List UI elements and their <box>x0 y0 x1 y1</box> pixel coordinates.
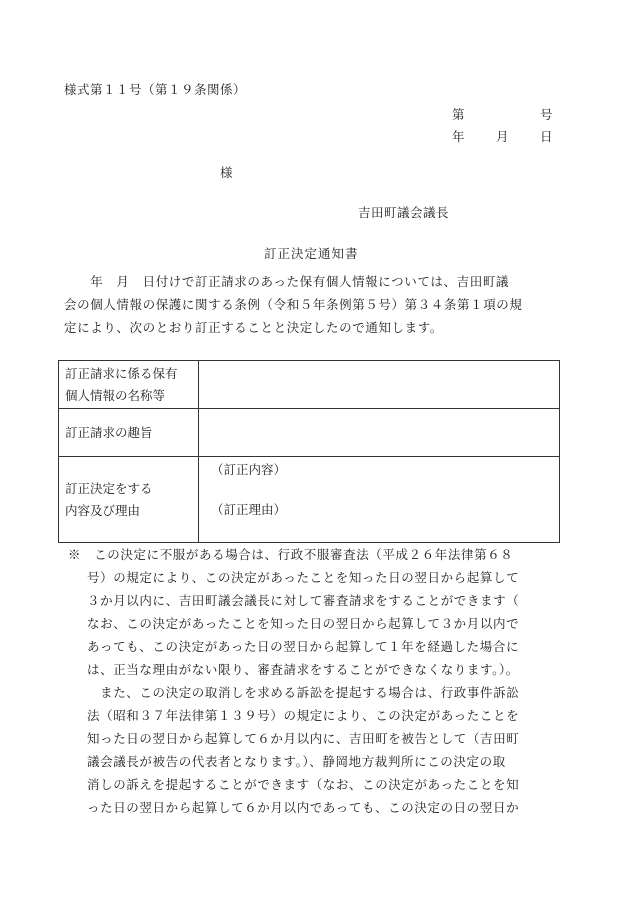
note-line: 知った日の翌日から起算して６か月以内に、吉田町を被告として（吉田町 <box>87 731 520 746</box>
note-line: ３か月以内に、吉田町議会議長に対して審査請求をすることができます（ <box>87 593 520 608</box>
table-value-cell <box>199 457 560 543</box>
body-paragraph <box>64 270 564 339</box>
note-line: 号）の規定により、この決定があったことを知った日の翌日から起算して <box>87 570 520 585</box>
note-line: 法（昭和３７年法律第１３９号）の規定により、この決定があったことを <box>87 708 520 723</box>
row1-label-line1: 訂正請求に係る保有 <box>65 365 178 381</box>
table-label-cell <box>59 409 199 457</box>
table-row <box>59 361 560 409</box>
body-line: 年 月 日付けで訂正請求のあった保有個人情報については、吉田町議 <box>64 274 510 289</box>
note-line: 議会議長が被告の代表者となります。）、静岡地方裁判所にこの決定の取 <box>87 754 506 769</box>
note-line: った日の翌日から起算して６か月以内であっても、この決定の日の翌日か <box>87 800 520 815</box>
date-month: 月 <box>496 129 509 144</box>
table-value-cell <box>199 361 560 409</box>
table-label-cell <box>59 361 199 409</box>
body-line: 定により、次のとおり訂正することと決定したので通知します。 <box>64 320 443 335</box>
note-line: は、正当な理由がない限り、審査請求をすることができなくなります。）。 <box>87 662 519 677</box>
decision-table <box>58 360 560 543</box>
date-year: 年 <box>452 129 465 144</box>
row3-label-line1: 訂正決定をする <box>65 480 153 496</box>
row2-label: 訂正請求の趣旨 <box>65 424 153 440</box>
table-value-cell <box>199 409 560 457</box>
recipient: 様 <box>220 165 233 180</box>
table-row <box>59 457 560 543</box>
document-title: 訂正決定通知書 <box>264 246 359 261</box>
document-number <box>452 105 553 123</box>
correction-content-label: （訂正内容） <box>211 462 287 477</box>
correction-reason-label: （訂正理由） <box>211 502 287 517</box>
row3-label-line2: 内容及び理由 <box>65 502 141 518</box>
table-label-cell <box>59 457 199 543</box>
body-line: 会の個人情報の保護に関する条例（令和５年条例第５号）第３４条第１項の規 <box>64 297 523 312</box>
note-line: ※ この決定に不服がある場合は、行政不服審査法（平成２６年法律第６８ <box>68 547 514 562</box>
note-line: あっても、この決定があった日の翌日から起算して１年を経過した場合に <box>87 639 520 654</box>
table-row <box>59 409 560 457</box>
note-line: 消しの訴えを提起することができます（なお、この決定があったことを知 <box>87 777 520 792</box>
row1-label-line2: 個人情報の名称等 <box>65 387 166 403</box>
sender: 吉田町議会議長 <box>358 205 450 220</box>
note-line: また、この決定の取消しを求める訴訟を提起する場合は、行政事件訴訟 <box>87 685 520 700</box>
number-suffix: 号 <box>540 107 553 122</box>
date-day: 日 <box>540 129 553 144</box>
form-number: 様式第１１号（第１９条関係） <box>64 82 247 97</box>
note-line: なお、この決定があったことを知った日の翌日から起算して３か月以内で <box>87 616 520 631</box>
number-prefix: 第 <box>452 107 465 122</box>
appeal-notes <box>68 543 568 819</box>
